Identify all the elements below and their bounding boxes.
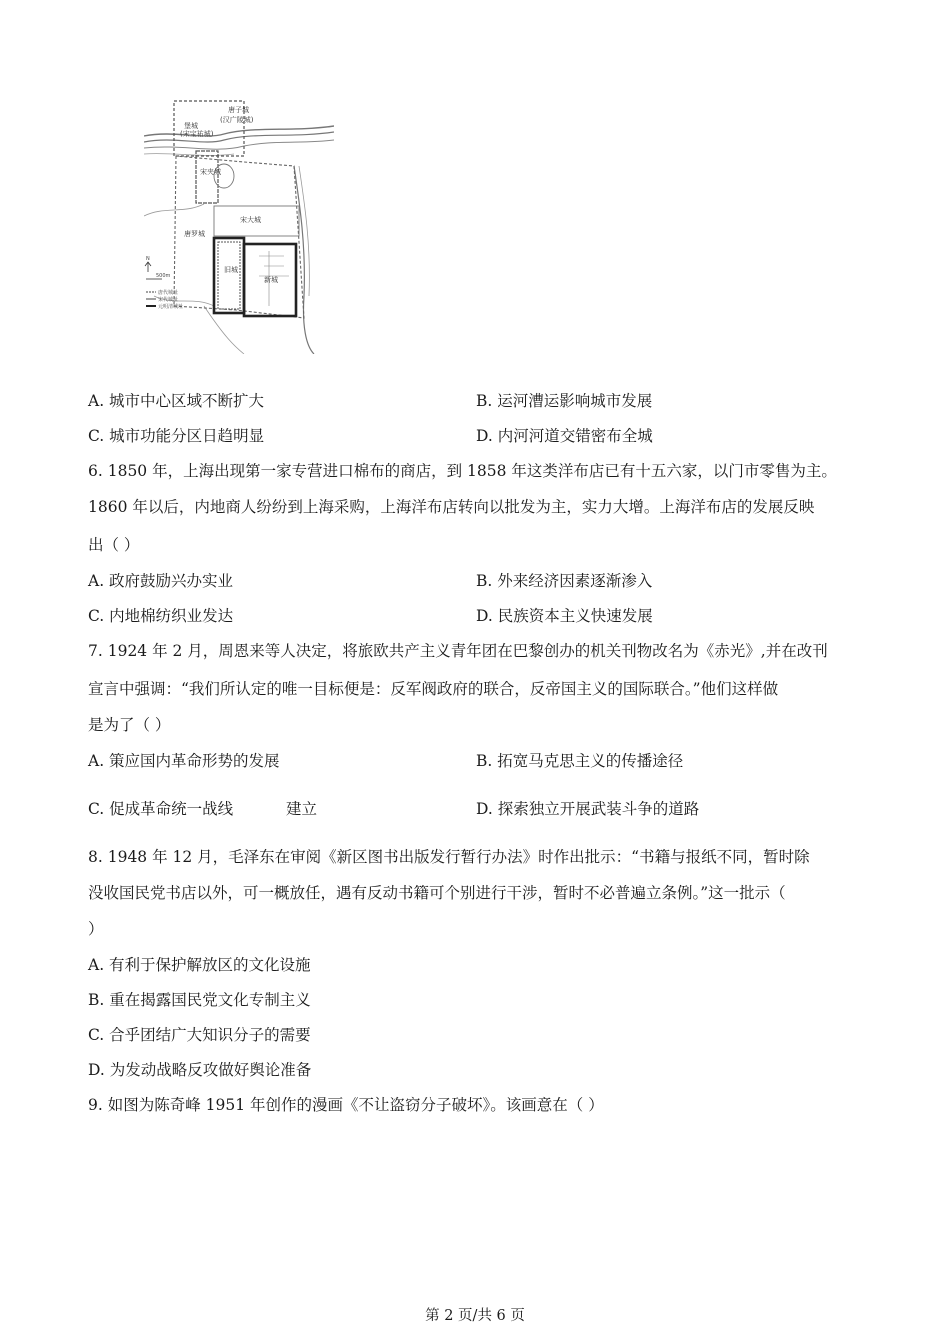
svg-text:N: N [146,256,150,262]
q9-stem-line1: 9. 如图为陈奇峰 1951 年创作的漫画《不让盗窃分子破坏》。该画意在（ ） [88,1096,604,1114]
q5-option-c: C. 城市功能分区日趋明显 [88,427,265,445]
q8-stem-line2: 没收国民党书店以外，可一概放任，遇有反动书籍可个别进行干涉，暂时不必普遍立条例。”这一批示（ [88,884,786,902]
q6-option-b: B. 外来经济因素逐渐渗入 [476,572,653,590]
map-label-songda: 宋大城 [240,216,261,224]
q7-option-c-suffix: 建立 [286,800,318,818]
q7-option-b: B. 拓宽马克思主义的传播途径 [476,752,684,770]
q7-stem-line1: 7. 1924 年 2 月，周恩来等人决定，将旅欧共产主义青年团在巴黎创办的机关刊物改名为《赤光》,并在改刊 [88,642,828,660]
map-label-baocheng: 堡城 [184,122,198,130]
map-label-hanguangling: (汉广陵城) [220,116,254,124]
map-label-songjia: 宋夹城 [200,168,221,176]
q6-stem-line2: 1860 年以后，内地商人纷纷到上海采购，上海洋布店转向以批发为主，实力大增。上海洋布店的发展反映 [88,498,815,516]
q6-stem-line3: 出（ ） [88,536,140,554]
q6-stem-line1: 6. 1850 年，上海出现第一家专营进口棉布的商店，到 1858 年这类洋布店已有十五六家，以门市零售为主。 [88,462,837,480]
map-label-tangzicheng: 唐子城 [228,106,249,114]
q7-option-d: D. 探索独立开展武装斗争的道路 [476,800,700,818]
q6-option-a: A. 政府鼓励兴办实业 [88,572,234,590]
q5-option-b: B. 运河漕运影响城市发展 [476,392,653,410]
page-footer: 第 2 页/共 6 页 [425,1308,525,1324]
q5-option-d: D. 内河河道交错密布全城 [476,427,653,445]
q5-option-a: A. 城市中心区域不断扩大 [88,392,265,410]
q7-stem-line3: 是为了（ ） [88,716,171,734]
map-label-jiucheng: 旧城 [224,266,238,274]
q6-option-d: D. 民族资本主义快速发展 [476,607,653,625]
map-legend-song: 宋代城址 [158,297,179,303]
q8-option-d: D. 为发动战略反攻做好舆论准备 [88,1061,312,1079]
q8-option-b: B. 重在揭露国民党文化专制主义 [88,991,311,1009]
q8-option-a: A. 有利于保护解放区的文化设施 [88,956,311,974]
q7-stem-line2: 宣言中强调：“我们所认定的唯一目标便是：反军阀政府的联合，反帝国主义的国际联合。”他们这样做 [88,680,779,698]
city-evolution-map [144,96,334,354]
map-label-tangluo: 唐罗城 [184,230,205,238]
q7-option-c: C. 促成革命统一战线 [88,800,234,818]
q8-stem-line3: ） [88,920,104,938]
q7-option-a: A. 策应国内革命形势的发展 [88,752,280,770]
map-legend-ming: 元明清城址 [158,304,184,310]
map-scale: 500m [156,273,171,279]
q8-option-c: C. 合乎团结广大知识分子的需要 [88,1026,311,1044]
map-legend-tang: 唐代城址 [158,290,179,296]
q8-stem-line1: 8. 1948 年 12 月，毛泽东在审阅《新区图书出版发行暂行办法》时作出批示：“书籍与报纸不同，暂时除 [88,848,810,866]
map-label-songbaoyou: (宋宝祐城) [180,130,214,138]
map-label-xincheng: 新城 [264,276,278,284]
q6-option-c: C. 内地棉纺织业发达 [88,607,234,625]
